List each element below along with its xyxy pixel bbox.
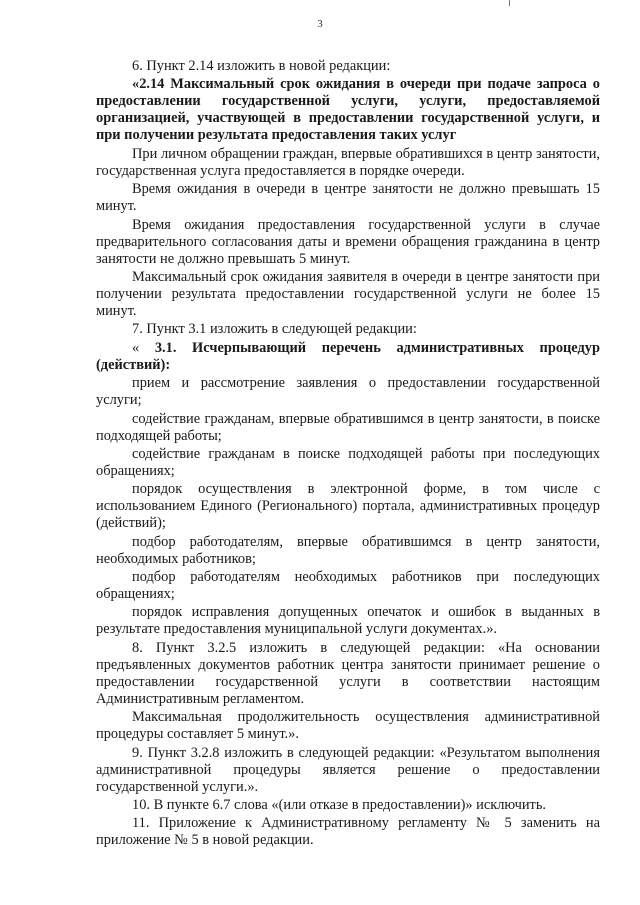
page-number: 3	[317, 18, 323, 30]
section-heading-3-1-text: 3.1. Исчерпывающий перечень административных процедур (действий):	[96, 339, 600, 373]
scan-edge-mark	[509, 0, 510, 6]
paragraph-item-11: 11. Приложение к Административному регламенту № 5 заменить на приложение № 5 в новой редакции.	[96, 815, 600, 849]
section-heading-2-14: «2.14 Максимальный срок ожидания в очереди при подаче запроса о предоставлении государственной услуги, услуги, предоставляемой организацией, участвующей в предоставлении государственной услуги, и при получении результата предоставления таких услуг	[96, 76, 600, 144]
paragraph-item-8: 8. Пункт 3.2.5 изложить в следующей редакции: «На основании предъявленных документов работник центра занятости принимает решение о предоставлении государственной услуги в соответствии настоящим Административным регламентом.	[96, 639, 600, 707]
quote-mark: «	[132, 339, 155, 356]
paragraph-item-7: 7. Пункт 3.1 изложить в следующей редакции:	[132, 321, 417, 338]
document-body	[96, 58, 600, 851]
paragraph-item-9: 9. Пункт 3.2.8 изложить в следующей редакции: «Результатом выполнения административной процедуры является решение о предоставлении государственной услуги.».	[96, 744, 600, 795]
paragraph-item-10: 10. В пункте 6.7 слова «(или отказе в предоставлении)» исключить.	[132, 797, 547, 814]
list-item-first-time-search: содействие гражданам, впервые обратившимся в центр занятости, в поиске подходящей работы;	[96, 410, 600, 444]
paragraph-item-6: 6. Пункт 2.14 изложить в новой редакции:	[132, 58, 391, 74]
list-item-employer-first: подбор работодателям, впервые обратившимся в центр занятости, необходимых работников;	[96, 533, 600, 567]
paragraph-max-duration: Максимальная продолжительность осуществления административной процедуры составляет 5 минут.».	[96, 709, 600, 743]
paragraph-wait-time: Время ожидания в очереди в центре занятости не должно превышать 15 минут.	[96, 181, 600, 215]
list-item-subsequent-search: содействие гражданам в поиске подходящей работы при последующих обращениях;	[96, 445, 600, 479]
list-item-employer-subsequent: подбор работодателям необходимых работников при последующих обращениях;	[96, 569, 600, 603]
list-item-electronic-form: порядок осуществления в электронной форме, в том числе с использованием Единого (Регионального) портала, административных процедур (действий);	[96, 481, 600, 532]
paragraph-max-wait-result: Максимальный срок ожидания заявителя в очереди в центре занятости при получении результата предоставлении государственной услуги не более 15 минут.	[96, 268, 600, 319]
paragraph-personal-appeal: При личном обращении граждан, впервые обратившихся в центр занятости, государственная услуга предоставляется в порядке очереди.	[96, 145, 600, 179]
list-item-reception: прием и рассмотрение заявления о предоставлении государственной услуги;	[96, 375, 600, 409]
section-heading-3-1	[96, 340, 600, 374]
list-item-corrections: порядок исправления допущенных опечаток и ошибок в выданных в результате предоставления муниципальной услуги документах.».	[96, 604, 600, 638]
paragraph-prearranged-wait: Время ожидания предоставления государственной услуги в случае предварительного согласования даты и времени обращения гражданина в центр занятости не должно превышать 5 минут.	[96, 216, 600, 267]
